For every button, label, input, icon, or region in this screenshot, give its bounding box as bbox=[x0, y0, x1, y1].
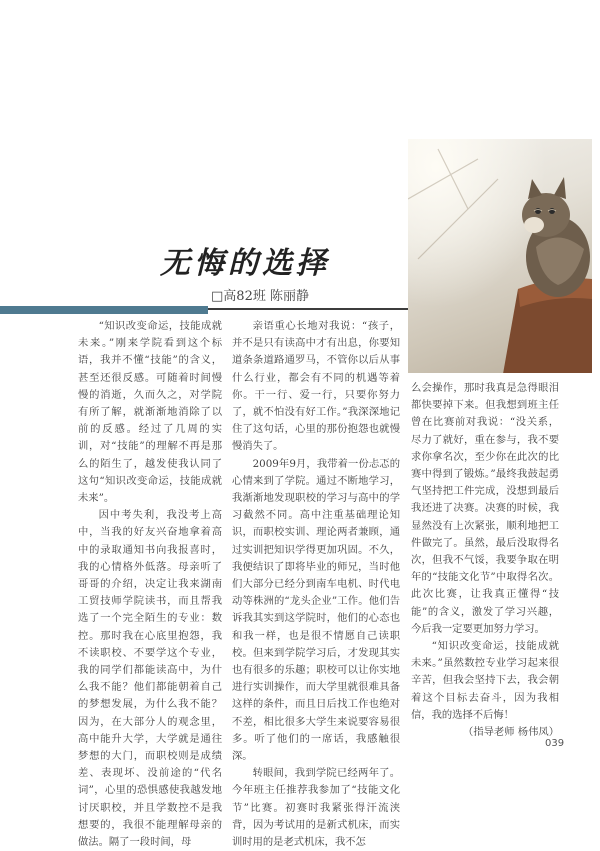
paragraph: 因中考失利，我没考上高中，当我的好友兴奋地拿着高中的录取通知书向我报喜时，我的心情格外低落。母亲听了哥哥的介绍，决定让我来湖南工贸技师学院读书，而且帮我选了一个完全陌生的专业：数控。那时我在心底里抱怨，我不读职校、不要学这个专业，我的同学们都能读高中，为什么我不能？他们都能朝着自己的梦想发展，为什么我不能？因为，在大部分人的观念里，高中能升大学，大学就是通往梦想的大门，而职校则是成绩差、表现坏、没前途的“代名词”，心里的恐惧感使我越发地讨厌职校，并且学数控不是我想要的，我很不能理解母亲的做法。隔了一段时间，母 bbox=[78, 509, 222, 849]
advisor-signature: （指导老师 杨伟凤） bbox=[463, 726, 559, 739]
article-title: 无悔的选择 bbox=[160, 246, 330, 281]
cat-illustration bbox=[408, 139, 592, 373]
text-column-2 bbox=[232, 318, 400, 851]
text-column-3 bbox=[411, 380, 559, 741]
page-number: 039 bbox=[545, 738, 565, 749]
paragraph: 么会操作，那时我真是急得眼泪都快要掉下来。但我想到班主任曾在比赛前对我说：“没关系，尽力了就好，重在参与，我不要求你拿名次，至少你在此次的比赛中得到了锻炼。”最终我鼓起勇气坚持把工件完成，没想到最后我还进了决赛。决赛的时候，我显然没有上次紧张，顺利地把工件做完了。虽然，最后没取得名次，但我不气馁，我要争取在明年的“技能文化节”中取得名次。此次比赛，让我真正懂得“技能”的含义，激发了学习兴趣，今后我一定要更加努力学习。 bbox=[411, 382, 559, 635]
cat-photo bbox=[408, 139, 592, 373]
paragraph: “知识改变命运，技能成就未来。”刚来学院看到这个标语，我并不懂“技能”的含义，甚至还很反感。可随着时间慢慢的消逝，久而久之，对学院有所了解，就渐渐地消除了以前的反感。经过了几周的实训，对“技能”的理解不再是那么的陌生了，越发使我认同了这句“知识改变命运，技能成就未来”。 bbox=[78, 320, 222, 505]
accent-bar bbox=[0, 306, 208, 314]
paragraph: 2009年9月，我带着一份忐忑的心情来到了学院。通过不断地学习，我渐渐地发现职校的学习与高中的学习截然不同。高中注重基础理论知识，而职校实训、理论两者兼顾，通过实训把知识学得更加巩固。不久，我便结识了即将毕业的师兄，当时他们大部分已经分到南车电机、时代电动等株洲的“龙头企业”工作。他们告诉我其实到这学院时，他们的心态也和我一样，也是很不情愿自己读职校。但来到学院学习后，才发现其实也有很多的乐趣；职校可以让你实地进行实训操作，而大学里就很难具备这样的条件，而且日后找工作也绝对不差，相比很多大学生来说要容易很多。听了他们的一席话，我感触很深。 bbox=[232, 457, 400, 763]
text-column-1 bbox=[78, 318, 222, 851]
paragraph: 亲语重心长地对我说：“孩子，并不是只有读高中才有出息，你要知道条条道路通罗马，不管你以后从事什么行业，都会有不同的机遇等着你。干一行、爱一行，只要你努力了，就不怕没有好工作。”我深深地记住了这句话，心里的那份抱怨也就慢慢消失了。 bbox=[232, 320, 400, 453]
divider-rule bbox=[208, 308, 408, 310]
paragraph: 转眼间，我到学院已经两年了。今年班主任推荐我参加了“技能文化节”比赛。初赛时我紧张得汗流浃背，因为考试用的是新式机床，而实训时用的是老式机床，我不怎 bbox=[232, 767, 400, 849]
paragraph: “知识改变命运，技能成就未来。”虽然数控专业学习起来很辛苦，但我会坚持下去，我会朝着这个目标去奋斗，因为我相信，我的选择不后悔！ bbox=[411, 640, 559, 721]
author-byline: □高82班 陈丽静 bbox=[211, 289, 309, 304]
